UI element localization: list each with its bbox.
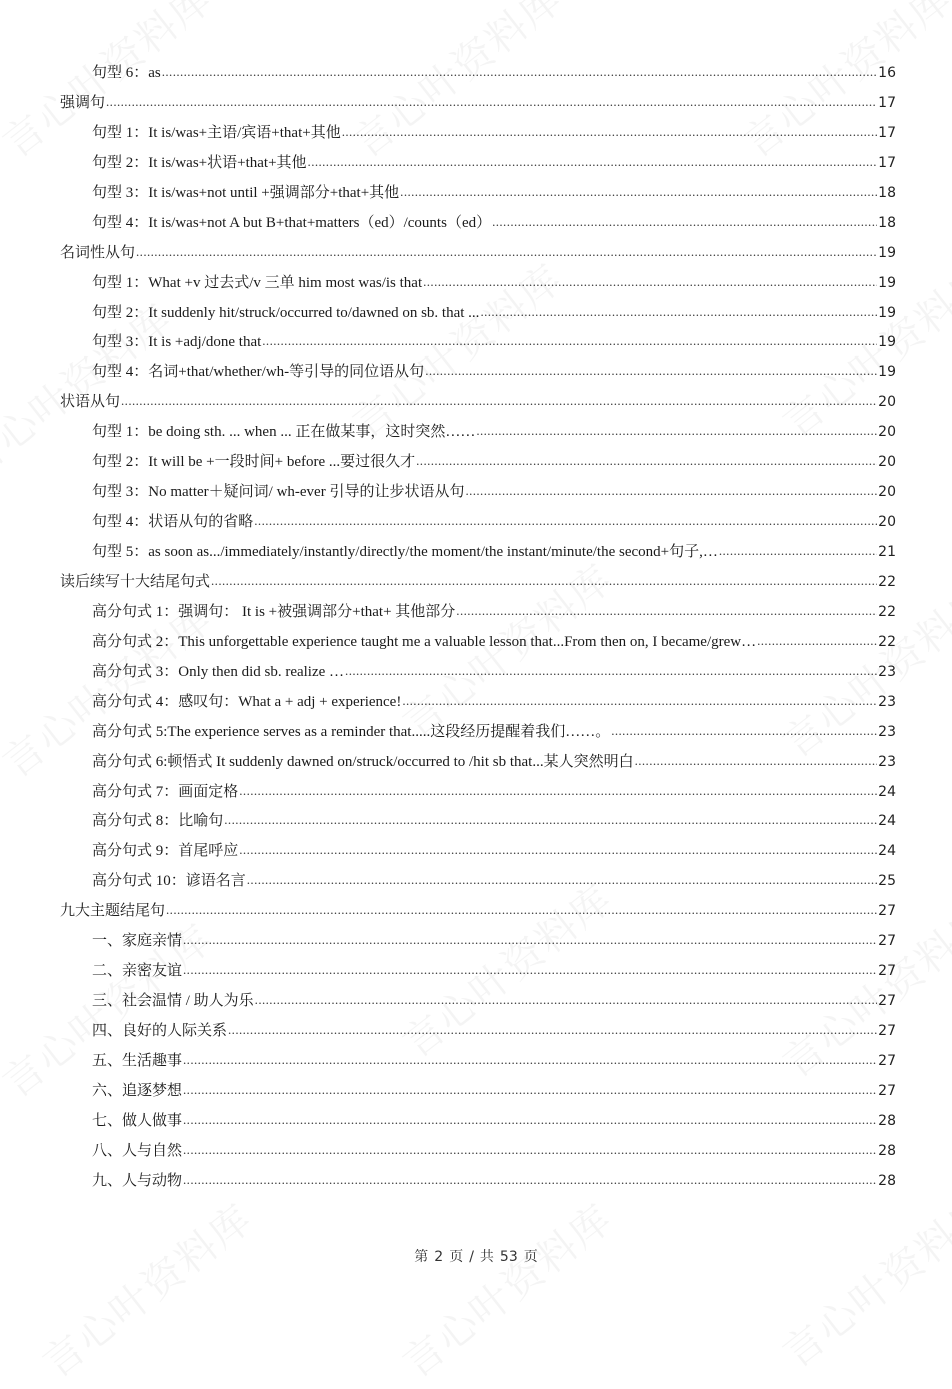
toc-entry-label: 句型 6：as <box>92 65 161 81</box>
dot-leader <box>492 207 877 238</box>
dot-leader <box>308 147 878 178</box>
toc-entry-label: 句型 4：名词+that/whether/wh-等引导的同位语从句 <box>92 364 425 381</box>
toc-page-number: 23 <box>878 753 896 770</box>
toc-entry-label: 句型 3：It is/was+not until +强调部分+that+其他 <box>92 184 400 201</box>
toc-entry-label: 七、做人做事 <box>92 1112 183 1129</box>
toc-entry-label: 高分句式 10：谚语名言 <box>92 873 246 890</box>
dot-leader <box>345 656 877 687</box>
toc-entry[interactable] <box>60 627 896 657</box>
toc-entry[interactable] <box>60 208 896 238</box>
dot-leader <box>456 596 877 627</box>
toc-entry[interactable] <box>60 747 896 777</box>
watermark <box>769 1178 952 1378</box>
table-of-contents <box>60 58 896 1196</box>
toc-page-number: 19 <box>878 364 896 381</box>
dot-leader <box>465 476 877 507</box>
dot-leader <box>228 1015 877 1046</box>
dot-leader <box>342 117 877 148</box>
dot-leader <box>635 746 878 777</box>
toc-entry-label: 二、亲密友谊 <box>92 963 183 980</box>
toc-page-number: 24 <box>878 843 896 860</box>
dot-leader <box>166 895 877 926</box>
toc-page-number: 17 <box>878 124 896 141</box>
dot-leader <box>476 416 877 447</box>
dot-leader <box>121 386 877 417</box>
toc-entry-label: 句型 1：What +v 过去式/v 三单 him most was/is that <box>92 274 423 291</box>
toc-entry[interactable] <box>60 178 896 208</box>
toc-section-heading[interactable] <box>60 238 896 268</box>
toc-page-number: 20 <box>878 484 896 501</box>
toc-entry-label: 高分句式 6:顿悟式 It suddenly dawned on/struck/occurred to /hit sb that...某人突然明白 <box>92 753 634 770</box>
toc-page-number: 27 <box>878 1052 896 1069</box>
dot-leader <box>183 1075 877 1106</box>
toc-entry-label: 状语从句 <box>60 394 121 411</box>
dot-leader <box>239 776 877 807</box>
toc-entry-label: 句型 3：No matter＋疑问词/ wh-ever 引导的让步状语从句 <box>92 484 465 501</box>
toc-entry-label: 句型 2：It suddenly hit/struck/occurred to/dawned on sb. that ... <box>92 304 480 321</box>
toc-page-number: 20 <box>878 424 896 441</box>
toc-entry[interactable] <box>60 866 896 896</box>
toc-page-number: 19 <box>878 304 896 321</box>
toc-page-number: 18 <box>878 184 896 201</box>
dot-leader <box>211 566 877 597</box>
toc-entry-label: 高分句式 1：强调句： It is +被强调部分+that+ 其他部分 <box>92 603 456 620</box>
toc-entry[interactable] <box>60 1166 896 1196</box>
dot-leader <box>262 326 877 357</box>
dot-leader <box>162 57 877 88</box>
toc-entry[interactable] <box>60 417 896 447</box>
toc-page-number: 28 <box>878 1112 896 1129</box>
toc-page-number: 17 <box>878 154 896 171</box>
dot-leader <box>183 925 877 956</box>
toc-page-number: 22 <box>878 633 896 650</box>
dot-leader <box>183 1135 877 1166</box>
toc-entry-label: 高分句式 3：Only then did sb. realize … <box>92 663 345 680</box>
toc-entry-label: 高分句式 2：This unforgettable experience taught me a valuable lesson that...From then on, I became/grew… <box>92 633 757 650</box>
toc-entry-label: 强调句 <box>60 94 106 111</box>
toc-entry-label: 句型 4：状语从句的省略 <box>92 514 254 531</box>
toc-entry-label: 六、追逐梦想 <box>92 1082 183 1099</box>
toc-entry-label: 高分句式 7：画面定格 <box>92 783 239 800</box>
dot-leader <box>183 1165 877 1196</box>
toc-page-number: 20 <box>878 514 896 531</box>
toc-entry[interactable] <box>60 58 896 88</box>
dot-leader <box>183 1045 877 1076</box>
toc-page-number: 19 <box>878 334 896 351</box>
toc-section-heading[interactable] <box>60 88 896 118</box>
toc-entry[interactable] <box>60 327 896 357</box>
toc-page-number: 27 <box>878 993 896 1010</box>
toc-entry-label: 句型 5：as soon as.../immediately/instantly/directly/the moment/the instant/minute/the second+句子,… <box>92 544 718 560</box>
toc-entry[interactable] <box>60 148 896 178</box>
toc-entry[interactable] <box>60 687 896 717</box>
footer-suffix: 页 <box>523 1249 538 1265</box>
toc-page-number: 23 <box>878 663 896 680</box>
toc-entry[interactable] <box>60 1076 896 1106</box>
toc-section-heading[interactable] <box>60 567 896 597</box>
toc-entry-label: 四、良好的人际关系 <box>92 1023 228 1039</box>
dot-leader <box>136 237 877 268</box>
toc-entry[interactable] <box>60 806 896 836</box>
toc-entry[interactable] <box>60 298 896 328</box>
toc-entry[interactable] <box>60 657 896 687</box>
toc-entry[interactable] <box>60 1046 896 1076</box>
toc-entry-label: 句型 1：It is/was+主语/宾语+that+其他 <box>92 124 341 141</box>
toc-entry-label: 读后续写十大结尾句式 <box>60 573 211 590</box>
toc-entry[interactable] <box>60 477 896 507</box>
dot-leader <box>757 626 877 657</box>
toc-page-number: 17 <box>878 94 896 111</box>
watermark <box>389 1188 623 1388</box>
toc-entry[interactable] <box>60 926 896 956</box>
toc-entry-label: 句型 4：It is/was+not A but B+that+matters（ed）/counts（ed） <box>92 214 492 231</box>
toc-page-number: 27 <box>878 1082 896 1099</box>
toc-entry[interactable] <box>60 268 896 298</box>
dot-leader <box>183 955 877 986</box>
toc-entry-label: 句型 2：It is/was+状语+that+其他 <box>92 154 307 171</box>
dot-leader <box>400 177 877 208</box>
dot-leader <box>183 1105 877 1136</box>
toc-entry-label: 八、人与自然 <box>92 1142 183 1159</box>
toc-entry[interactable] <box>60 986 896 1016</box>
page-footer <box>0 1246 952 1266</box>
toc-page-number: 24 <box>878 783 896 800</box>
toc-page-number: 21 <box>878 544 896 560</box>
footer-prefix: 第 <box>414 1249 429 1265</box>
toc-entry[interactable] <box>60 777 896 807</box>
toc-entry[interactable] <box>60 118 896 148</box>
dot-leader <box>247 865 877 896</box>
dot-leader <box>106 87 877 118</box>
toc-entry-label: 句型 2：It will be +一段时间+ before ...要过很久才 <box>92 454 416 471</box>
toc-entry[interactable] <box>60 357 896 387</box>
toc-entry[interactable] <box>60 1136 896 1166</box>
toc-entry-label: 五、生活趣事 <box>92 1052 183 1069</box>
toc-page-number: 22 <box>878 573 896 590</box>
toc-entry-label: 名词性从句 <box>60 244 136 261</box>
dot-leader <box>254 506 877 537</box>
toc-page-number: 19 <box>878 244 896 261</box>
dot-leader <box>255 985 878 1016</box>
toc-page-number: 25 <box>878 873 896 890</box>
toc-entry-label: 九大主题结尾句 <box>60 903 166 920</box>
toc-page-number: 23 <box>878 723 896 740</box>
toc-entry[interactable] <box>60 447 896 477</box>
toc-page-number: 27 <box>878 1023 896 1039</box>
toc-page-number: 27 <box>878 933 896 950</box>
dot-leader <box>239 835 877 866</box>
toc-page-number: 22 <box>878 603 896 620</box>
toc-entry-label: 高分句式 4：感叹句：What a + adj + experience! <box>92 693 402 710</box>
toc-entry-label: 高分句式 9：首尾呼应 <box>92 843 239 860</box>
dot-leader <box>480 297 877 328</box>
footer-total-word: 共 <box>479 1249 494 1265</box>
toc-entry-label: 九、人与动物 <box>92 1172 183 1189</box>
toc-page-number: 28 <box>878 1172 896 1189</box>
toc-page-number: 18 <box>878 214 896 231</box>
toc-page-number: 19 <box>878 274 896 291</box>
toc-entry-label: 句型 3：It is +adj/done that <box>92 334 262 351</box>
toc-entry-label: 一、家庭亲情 <box>92 933 183 950</box>
toc-page-number: 20 <box>878 454 896 471</box>
dot-leader <box>719 536 877 567</box>
toc-entry[interactable] <box>60 1016 896 1046</box>
dot-leader <box>416 446 877 477</box>
watermark <box>29 1188 263 1388</box>
footer-page-word: 页 <box>449 1249 464 1265</box>
dot-leader <box>611 716 877 747</box>
toc-entry-label: 高分句式 5:The experience serves as a reminder that.....这段经历提醒着我们……。 <box>92 723 611 740</box>
current-page-number: 2 <box>434 1249 444 1265</box>
toc-page-number: 28 <box>878 1142 896 1159</box>
dot-leader <box>224 805 877 836</box>
toc-page-number: 23 <box>878 693 896 710</box>
toc-entry[interactable] <box>60 836 896 866</box>
total-page-count: 53 <box>499 1249 518 1265</box>
toc-entry-label: 高分句式 8：比喻句 <box>92 813 224 830</box>
toc-page-number: 20 <box>878 394 896 411</box>
toc-page-number: 24 <box>878 813 896 830</box>
toc-entry[interactable] <box>60 717 896 747</box>
toc-entry[interactable] <box>60 1106 896 1136</box>
toc-page-number: 27 <box>878 903 896 920</box>
toc-page-number: 27 <box>878 963 896 980</box>
dot-leader <box>402 686 877 717</box>
dot-leader <box>423 267 877 298</box>
toc-entry[interactable] <box>60 537 896 567</box>
toc-entry-label: 句型 1：be doing sth. ... when ... 正在做某事，这时突然…… <box>92 424 476 441</box>
toc-entry-label: 三、社会温情 / 助人为乐 <box>92 993 254 1010</box>
toc-section-heading[interactable] <box>60 896 896 926</box>
dot-leader <box>425 356 877 387</box>
toc-entry[interactable] <box>60 507 896 537</box>
footer-separator: / <box>469 1249 474 1265</box>
toc-section-heading[interactable] <box>60 387 896 417</box>
toc-entry[interactable] <box>60 956 896 986</box>
toc-page-number: 16 <box>878 65 896 81</box>
toc-entry[interactable] <box>60 597 896 627</box>
